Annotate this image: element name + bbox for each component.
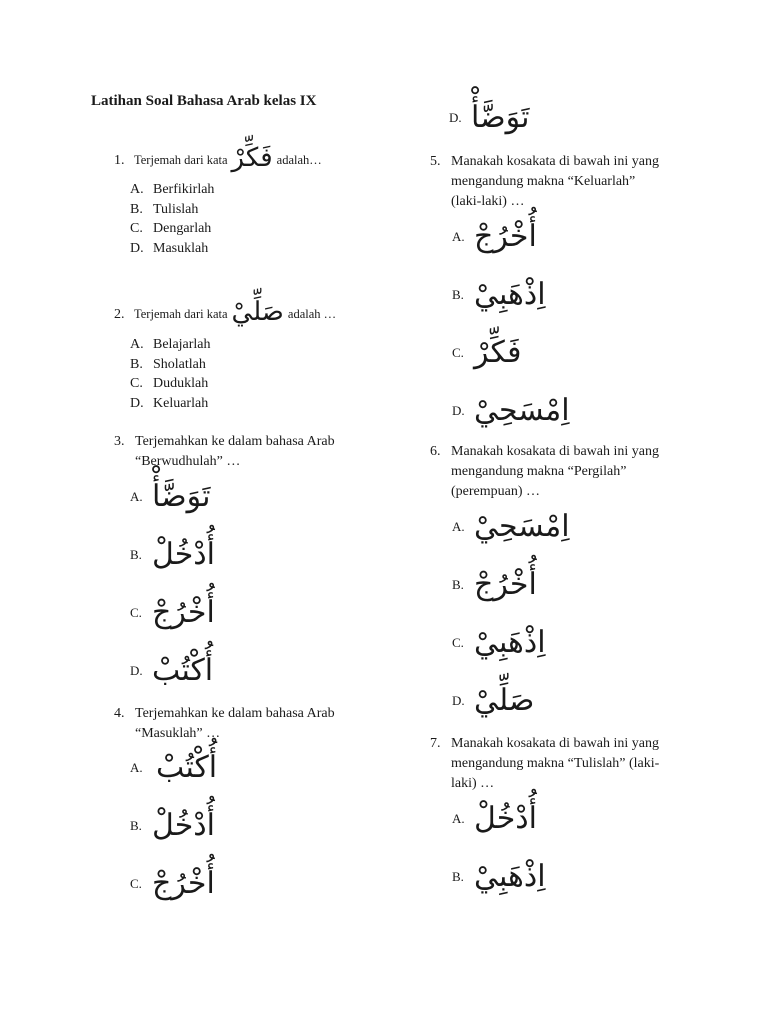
question-number: 1. <box>114 153 125 168</box>
q6-option-b[interactable]: B. أُخْرُجْ <box>452 567 537 602</box>
question-text-line-1: Terjemahkan ke dalam bahasa Arab <box>135 706 335 721</box>
option-d[interactable]: D. Masuklah <box>130 240 209 256</box>
arabic-word: أُخْرُجْ <box>474 567 537 602</box>
q3-option-a[interactable]: A. تَوَضَّأْ <box>130 479 211 514</box>
q4-option-a[interactable]: A. أُكْتُبْ <box>130 750 218 785</box>
question-text-line-1: Manakah kosakata di bawah ini yang <box>451 736 659 751</box>
question-number: 6. <box>430 444 441 459</box>
q3-option-d[interactable]: D. أُكْتُبْ <box>130 653 214 688</box>
question-number: 3. <box>114 434 125 449</box>
arabic-word: اِذْهَبِيْ <box>474 625 546 660</box>
question-text-line-2: “Masuklah” … <box>135 726 221 741</box>
arabic-word: أُكْتُبْ <box>156 750 218 785</box>
option-c[interactable]: C. Dengarlah <box>130 221 212 236</box>
option-b[interactable]: B. Sholatlah <box>130 356 206 372</box>
option-b[interactable]: B. Tulislah <box>130 201 199 217</box>
option-c[interactable]: C. Duduklah <box>130 376 209 391</box>
question-text-line-3: laki) … <box>451 776 495 791</box>
question-text-line-2: “Berwudhulah” … <box>135 454 241 469</box>
option-a[interactable]: A. Berfikirlah <box>130 182 215 197</box>
option-d[interactable]: D. Keluarlah <box>130 395 209 411</box>
arabic-word: اِمْسَحِيْ <box>474 393 570 428</box>
question-2 <box>114 297 336 325</box>
q4-option-b[interactable]: B. أُدْخُلْ <box>130 808 215 843</box>
question-number: 7. <box>430 736 441 751</box>
arabic-word: فَكِّرْ <box>474 335 522 370</box>
arabic-word: أُخْرُجْ <box>152 866 215 901</box>
arabic-word: اِمْسَحِيْ <box>474 509 570 544</box>
question-text-line-3: (laki-laki) … <box>451 194 525 209</box>
question-text-line-1: Manakah kosakata di bawah ini yang <box>451 444 659 459</box>
question-text-line-1: Manakah kosakata di bawah ini yang <box>451 154 659 169</box>
question-text-line-2: mengandung makna “Pergilah” <box>451 464 627 479</box>
q2-options <box>130 335 211 413</box>
question-1 <box>114 143 322 171</box>
question-text-end: adalah… <box>276 153 322 167</box>
page-title: Latihan Soal Bahasa Arab kelas IX <box>91 93 317 109</box>
question-text-line-3: (perempuan) … <box>451 484 541 499</box>
arabic-word: تَوَضَّأْ <box>471 100 530 135</box>
q3-option-b[interactable]: B. أُدْخُلْ <box>130 537 215 572</box>
q4-option-c[interactable]: C. أُخْرُجْ <box>130 866 215 901</box>
q4-option-d[interactable]: D. تَوَضَّأْ <box>449 100 530 135</box>
q7-option-a[interactable]: A. أُدْخُلْ <box>452 801 537 836</box>
arabic-word: اِذْهَبِيْ <box>474 859 546 894</box>
arabic-word: أُكْتُبْ <box>152 653 214 688</box>
q3-option-c[interactable]: C. أُخْرُجْ <box>130 595 215 630</box>
question-text-line-2: mengandung makna “Tulislah” (laki- <box>451 756 660 771</box>
arabic-word: أُدْخُلْ <box>474 801 537 836</box>
question-text-end: adalah … <box>287 307 337 321</box>
q6-option-a[interactable]: A. اِمْسَحِيْ <box>452 509 570 544</box>
question-text: Terjemah dari kata <box>134 153 228 167</box>
arabic-word: صَلِّيْ <box>231 297 284 327</box>
question-number: 4. <box>114 706 125 721</box>
q7-option-b[interactable]: B. اِذْهَبِيْ <box>452 859 546 894</box>
question-text: Terjemah dari kata <box>134 307 228 321</box>
arabic-word: فَكِّرْ <box>231 143 273 173</box>
arabic-word: أُدْخُلْ <box>152 808 215 843</box>
q5-option-a[interactable]: A. أُخْرُجْ <box>452 219 537 254</box>
q5-option-d[interactable]: D. اِمْسَحِيْ <box>452 393 570 428</box>
arabic-word: اِذْهَبِيْ <box>474 277 546 312</box>
question-text-line-2: mengandung makna “Keluarlah” <box>451 174 636 189</box>
q6-option-d[interactable]: D. صَلِّيْ <box>452 683 535 718</box>
q6-option-c[interactable]: C. اِذْهَبِيْ <box>452 625 546 660</box>
arabic-word: أُدْخُلْ <box>152 537 215 572</box>
arabic-word: صَلِّيْ <box>474 683 535 718</box>
question-number: 2. <box>114 307 125 322</box>
arabic-word: تَوَضَّأْ <box>152 479 211 514</box>
question-text-line-1: Terjemahkan ke dalam bahasa Arab <box>135 434 335 449</box>
arabic-word: أُخْرُجْ <box>152 595 215 630</box>
arabic-word: أُخْرُجْ <box>474 219 537 254</box>
q5-option-c[interactable]: C. فَكِّرْ <box>452 335 522 370</box>
question-number: 5. <box>430 154 441 169</box>
q5-option-b[interactable]: B. اِذْهَبِيْ <box>452 277 546 312</box>
q1-options <box>130 180 214 258</box>
option-a[interactable]: A. Belajarlah <box>130 337 211 352</box>
